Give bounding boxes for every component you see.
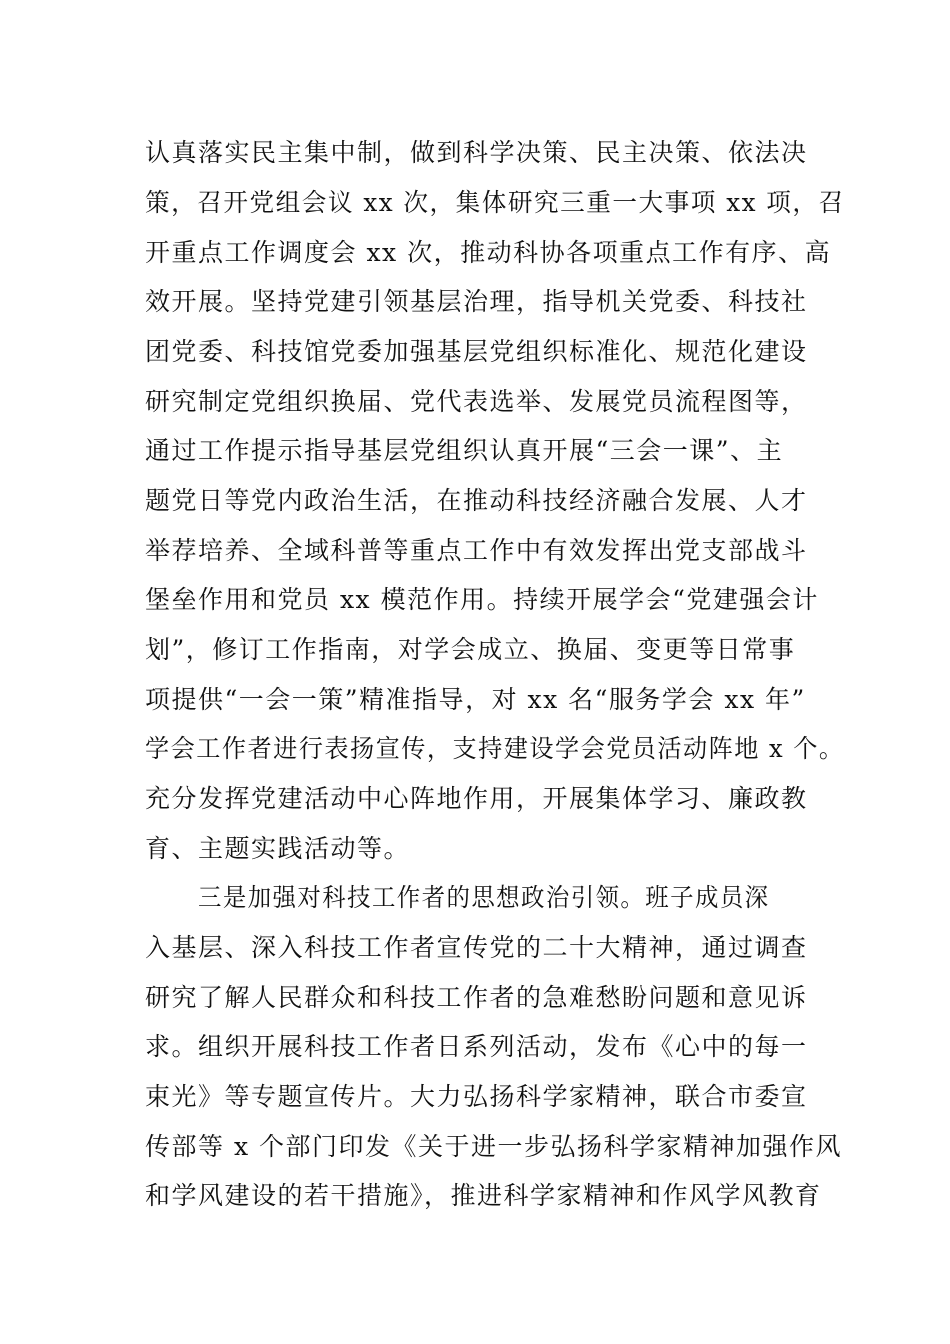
text-line: 项提供“一会一策”精准指导，对 xx 名“服务学会 xx 年” — [145, 685, 806, 714]
paragraph-first-line: 三是加强对科技工作者的思想政治引领。班子成员深 — [198, 883, 770, 912]
text-line: 通过工作提示指导基层党组织认真开展“三会一课”、主 — [145, 436, 784, 465]
text-line: 和学风建设的若干措施》，推进科学家精神和作风学风教育 — [145, 1181, 822, 1210]
text-line: 策，召开党组会议 xx 次，集体研究三重一大事项 xx 项，召 — [145, 188, 845, 217]
text-line: 学会工作者进行表扬宣传，支持建设学会党员活动阵地 x 个。 — [145, 734, 845, 763]
text-line: 求。组织开展科技工作者日系列活动，发布《心中的每一 — [145, 1032, 808, 1061]
text-line: 堡垒作用和党员 xx 模范作用。持续开展学会“党建强会计 — [145, 585, 819, 614]
text-line: 开重点工作调度会 xx 次，推动科协各项重点工作有序、高 — [145, 238, 832, 267]
text-line: 充分发挥党建活动中心阵地作用，开展集体学习、廉政教 — [145, 784, 808, 813]
text-line: 研究制定党组织换届、党代表选举、发展党员流程图等， — [145, 387, 808, 416]
text-line: 传部等 x 个部门印发《关于进一步弘扬科学家精神加强作风 — [145, 1132, 842, 1161]
text-line: 团党委、科技馆党委加强基层党组织标准化、规范化建设 — [145, 337, 808, 366]
text-line: 效开展。坚持党建引领基层治理，指导机关党委、科技社 — [145, 287, 808, 316]
text-line: 研究了解人民群众和科技工作者的急难愁盼问题和意见诉 — [145, 983, 808, 1012]
text-line: 束光》等专题宣传片。大力弘扬科学家精神，联合市委宣 — [145, 1082, 808, 1111]
text-line: 认真落实民主集中制，做到科学决策、民主决策、依法决 — [145, 138, 808, 167]
text-line: 举荐培养、全域科普等重点工作中有效发挥出党支部战斗 — [145, 536, 808, 565]
text-line: 入基层、深入科技工作者宣传党的二十大精神，通过调查 — [145, 933, 808, 962]
text-line: 育、主题实践活动等。 — [145, 834, 411, 863]
text-line: 题党日等党内政治生活，在推动科技经济融合发展、人才 — [145, 486, 808, 515]
text-line: 划”，修订工作指南，对学会成立、换届、变更等日常事 — [145, 635, 796, 664]
